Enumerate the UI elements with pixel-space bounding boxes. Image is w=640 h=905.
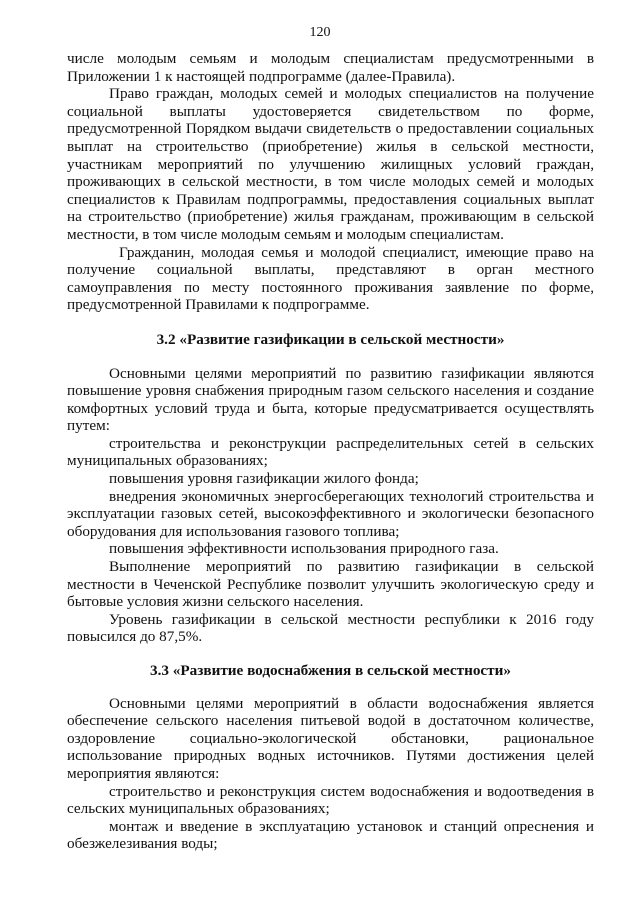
paragraph-continuation: числе молодым семьям и молодым специалистам предусмотренными в Приложении 1 к настоящей подпрограмме (далее-Правила).: [67, 50, 594, 85]
page-body: [67, 50, 594, 853]
paragraph-gas-goals: Основными целями мероприятий по развитию газификации являются повышение уровня снабжения природным газом сельского населения и создание комфортных условий труда и быта, которые предусматривается осуществлять путем:: [67, 364, 594, 435]
paragraph-right-to-payment: Право граждан, молодых семей и молодых специалистов на получение социальной выплаты удостоверяется свидетельством по форме, предусмотренной Порядком выдачи свидетельств о предоставлении социальных выплат на строительство (приобретение) жилья в сельской местности, участникам мероприятий по улучшению жилищных условий граждан, проживающих в сельской местности, в том числе молодых семей и молодых специалистов к Правилам подпрограммы, предоставления социальных выплат на строительство (приобретение) жилья гражданам, проживающим в сельской местности, в том числе молодым семьям и молодым специалистам.: [67, 85, 594, 243]
list-item-gas-efficiency: повышения эффективности использования природного газа.: [109, 540, 499, 558]
paragraph-application: Гражданин, молодая семья и молодой специалист, имеющие право на получение социальной выплаты, представляют в орган местного самоуправления по месту постоянного проживания заявление по форме, предусмотренной Правилами к подпрограмме.: [67, 243, 594, 314]
paragraph-gas-outcome: Выполнение мероприятий по развитию газификации в сельской местности в Чеченской Республике позволит улучшить экологическую среду и бытовые условия жизни сельского населения.: [67, 558, 594, 611]
list-item-water-systems: строительство и реконструкция систем водоснабжения и водоотведения в сельских муниципальных образованиях;: [67, 782, 594, 818]
list-item-water-desalination: монтаж и введение в эксплуатацию установок и станций опреснения и обезжелезивания воды;: [67, 817, 594, 853]
list-item-gas-housing: повышения уровня газификации жилого фонда;: [109, 470, 419, 488]
paragraph-water-goals: Основными целями мероприятий в области водоснабжения является обеспечение сельского населения питьевой водой в достаточном количестве, оздоровление социально-экологической обстановки, рациональное использование природных водных источников. Путями достижения целей мероприятия являются:: [67, 694, 594, 782]
paragraph-gas-level: Уровень газификации в сельской местности республики к 2016 году повысился до 87,5%.: [67, 610, 594, 646]
section-heading-water-supply: 3.3 «Развитие водоснабжения в сельской местности»: [150, 662, 511, 679]
list-item-gas-networks: строительства и реконструкции распределительных сетей в сельских муниципальных образованиях;: [67, 434, 594, 470]
section-heading-gasification: 3.2 «Развитие газификации в сельской местности»: [156, 330, 505, 348]
list-item-gas-technologies: внедрения экономичных энергосберегающих технологий строительства и эксплуатации газовых сетей, высокоэффективного и экологически безопасного оборудования для использования газового топлива;: [67, 487, 594, 540]
page-number: 120: [309, 25, 331, 40]
